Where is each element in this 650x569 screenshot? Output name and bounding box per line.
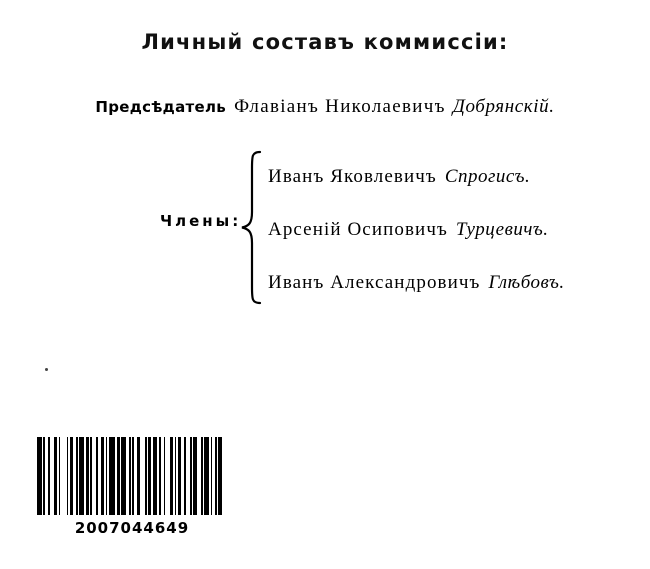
member-given-names: Иванъ Яковлевичъ — [268, 166, 437, 187]
member-given-names: Иванъ Александровичъ — [268, 272, 481, 293]
member-surname: Спрогисъ. — [444, 166, 531, 187]
member-surname: Глѣбовъ. — [488, 272, 565, 293]
members-block — [150, 150, 570, 305]
chairman-label: Предсѣдатель — [95, 98, 227, 116]
chairman-surname: Добрянскій. — [452, 96, 555, 117]
curly-brace-icon — [238, 150, 264, 305]
member-given-names: Арсеній Осиповичъ — [268, 219, 448, 240]
page-speck — [45, 368, 48, 371]
members-label: Члены: — [160, 212, 242, 230]
list-item — [268, 203, 568, 256]
barcode-bars — [37, 437, 227, 515]
chairman-given-names: Флавіанъ Николаевичъ — [234, 96, 446, 117]
list-item — [268, 150, 568, 203]
member-surname: Турцевичъ. — [455, 219, 549, 240]
chairman-line — [0, 96, 650, 118]
barcode — [37, 437, 227, 537]
page-title: Личный составъ коммиссіи: — [141, 30, 509, 54]
list-item — [268, 256, 568, 309]
members-list — [268, 150, 568, 309]
barcode-number: 2007044649 — [74, 519, 190, 537]
